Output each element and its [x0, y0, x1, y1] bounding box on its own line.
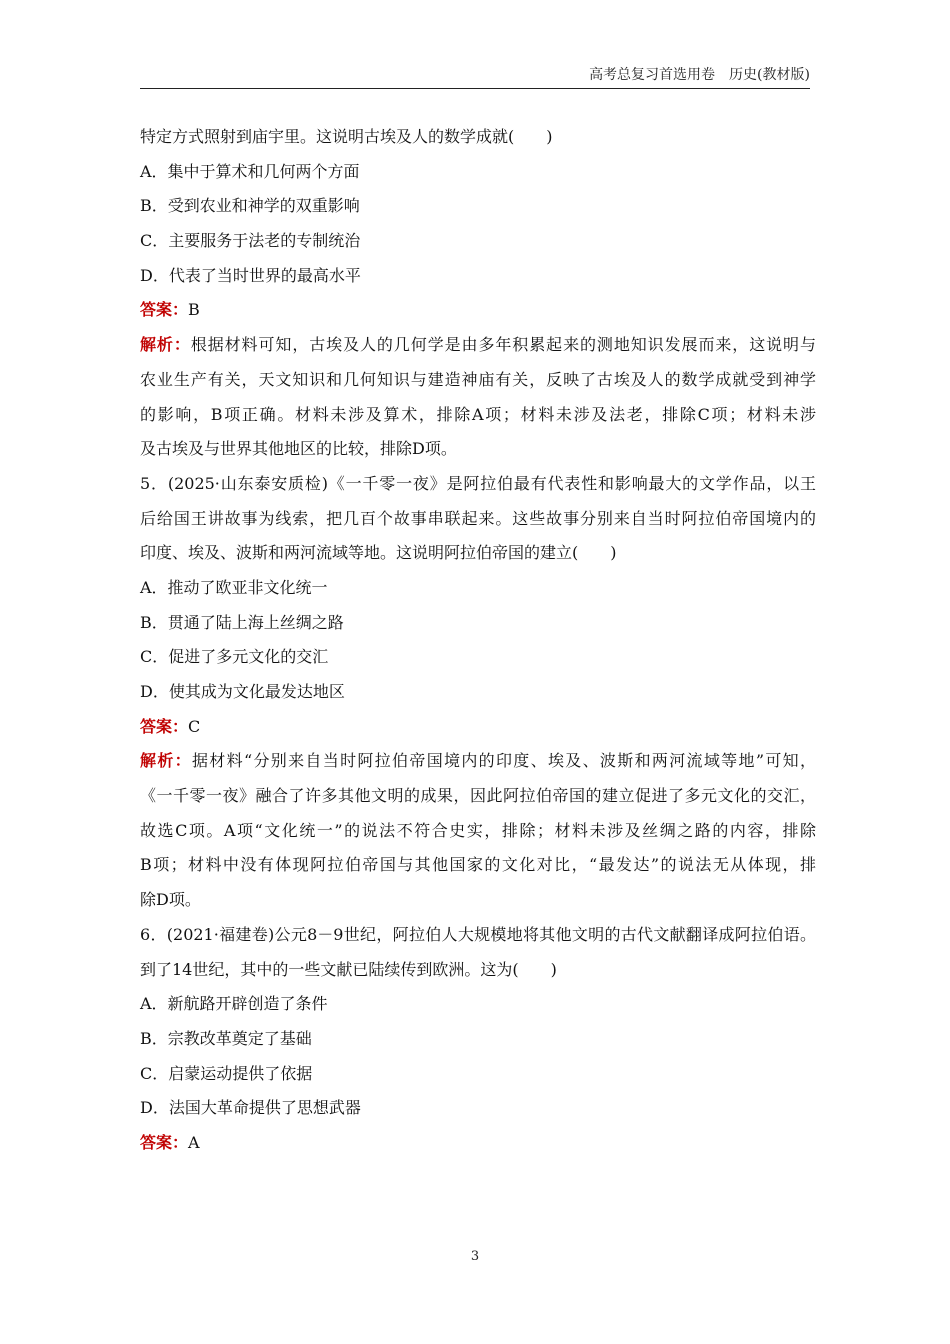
q4-answer-value: B [188, 300, 200, 320]
q6-stem-line-2: 到了14世纪，其中的一些文献已陆续传到欧洲。这为( ) [140, 959, 557, 979]
q4-option-a: A．集中于算术和几何两个方面 [140, 161, 360, 181]
q4-answer-label: 答案： [140, 300, 189, 320]
q6-option-a: A．新航路开辟创造了条件 [140, 994, 328, 1014]
q5-analysis-label: 解析： [140, 751, 192, 771]
q5-analysis-line-2: 《一千零一夜》融合了许多其他文明的成果，因此阿拉伯帝国的建立促进了多元文化的交汇， [140, 786, 816, 806]
q4-stem-continuation: 特定方式照射到庙宇里。这说明古埃及人的数学成就( ) [140, 127, 553, 146]
q4-analysis-line-1 [140, 328, 816, 363]
q5-option-b: B．贯通了陆上海上丝绸之路 [140, 612, 344, 632]
q6-option-d: D．法国大革命提供了思想武器 [140, 1098, 361, 1118]
q5-stem-line-1: 5．(2025·山东泰安质检)《一千零一夜》是阿拉伯最有代表性和影响最大的文学作品，以王 [140, 473, 816, 493]
q4-option-b: B．受到农业和神学的双重影响 [140, 196, 360, 216]
q5-analysis-line-1 [140, 744, 816, 779]
q4-option-c: C．主要服务于法老的专制统治 [140, 231, 361, 251]
page-content [140, 120, 816, 1161]
q4-option-d: D．代表了当时世界的最高水平 [140, 265, 361, 285]
q4-analysis-label: 解析： [140, 335, 191, 355]
q4-answer [140, 293, 816, 328]
q5-answer [140, 710, 816, 745]
q4-analysis-line-4: 及古埃及与世界其他地区的比较，排除D项。 [140, 439, 457, 459]
q4-analysis-line-2: 农业生产有关，天文知识和几何知识与建造神庙有关，反映了古埃及人的数学成就受到神学 [140, 369, 816, 389]
q5-answer-value: C [188, 716, 201, 736]
q5-stem-line-3: 印度、埃及、波斯和两河流域等地。这说明阿拉伯帝国的建立( ) [140, 543, 617, 563]
page-header [140, 66, 810, 89]
q6-option-b: B．宗教改革奠定了基础 [140, 1028, 312, 1048]
q6-stem-line-1: 6．(2021·福建卷)公元8－9世纪，阿拉伯人大规模地将其他文明的古代文献翻译成阿拉伯语。 [140, 924, 816, 944]
q5-analysis-text-1: 据材料“分别来自当时阿拉伯帝国境内的印度、埃及、波斯和两河流域等地”可知， [191, 751, 816, 771]
q5-option-a: A．推动了欧亚非文化统一 [140, 577, 328, 597]
q5-answer-label: 答案： [140, 716, 189, 736]
q6-answer-value: A [188, 1132, 200, 1152]
q6-option-c: C．启蒙运动提供了依据 [140, 1063, 313, 1083]
header-title: 高考总复习首选用卷 历史(教材版) [589, 67, 810, 83]
q5-stem-line-2: 后给国王讲故事为线索，把几百个故事串联起来。这些故事分别来自当时阿拉伯帝国境内的 [140, 508, 816, 528]
page-number: 3 [470, 1249, 480, 1264]
q5-analysis-line-5: 除D项。 [140, 890, 201, 910]
q5-option-c: C．促进了多元文化的交汇 [140, 647, 329, 667]
q5-analysis-line-3: 故选C项。A项“文化统一”的说法不符合史实，排除；材料未涉及丝绸之路的内容，排除 [140, 820, 816, 840]
q5-option-d: D．使其成为文化最发达地区 [140, 682, 345, 701]
q6-answer [140, 1126, 816, 1161]
q6-answer-label: 答案： [140, 1132, 189, 1152]
q5-analysis-line-4: B项；材料中没有体现阿拉伯帝国与其他国家的文化对比，“最发达”的说法无从体现，排 [140, 855, 816, 875]
q4-analysis-text-1: 根据材料可知，古埃及人的几何学是由多年积累起来的测地知识发展而来，这说明与 [190, 335, 816, 355]
q4-analysis-line-3: 的影响，B项正确。材料未涉及算术，排除A项；材料未涉及法老，排除C项；材料未涉 [140, 404, 816, 424]
